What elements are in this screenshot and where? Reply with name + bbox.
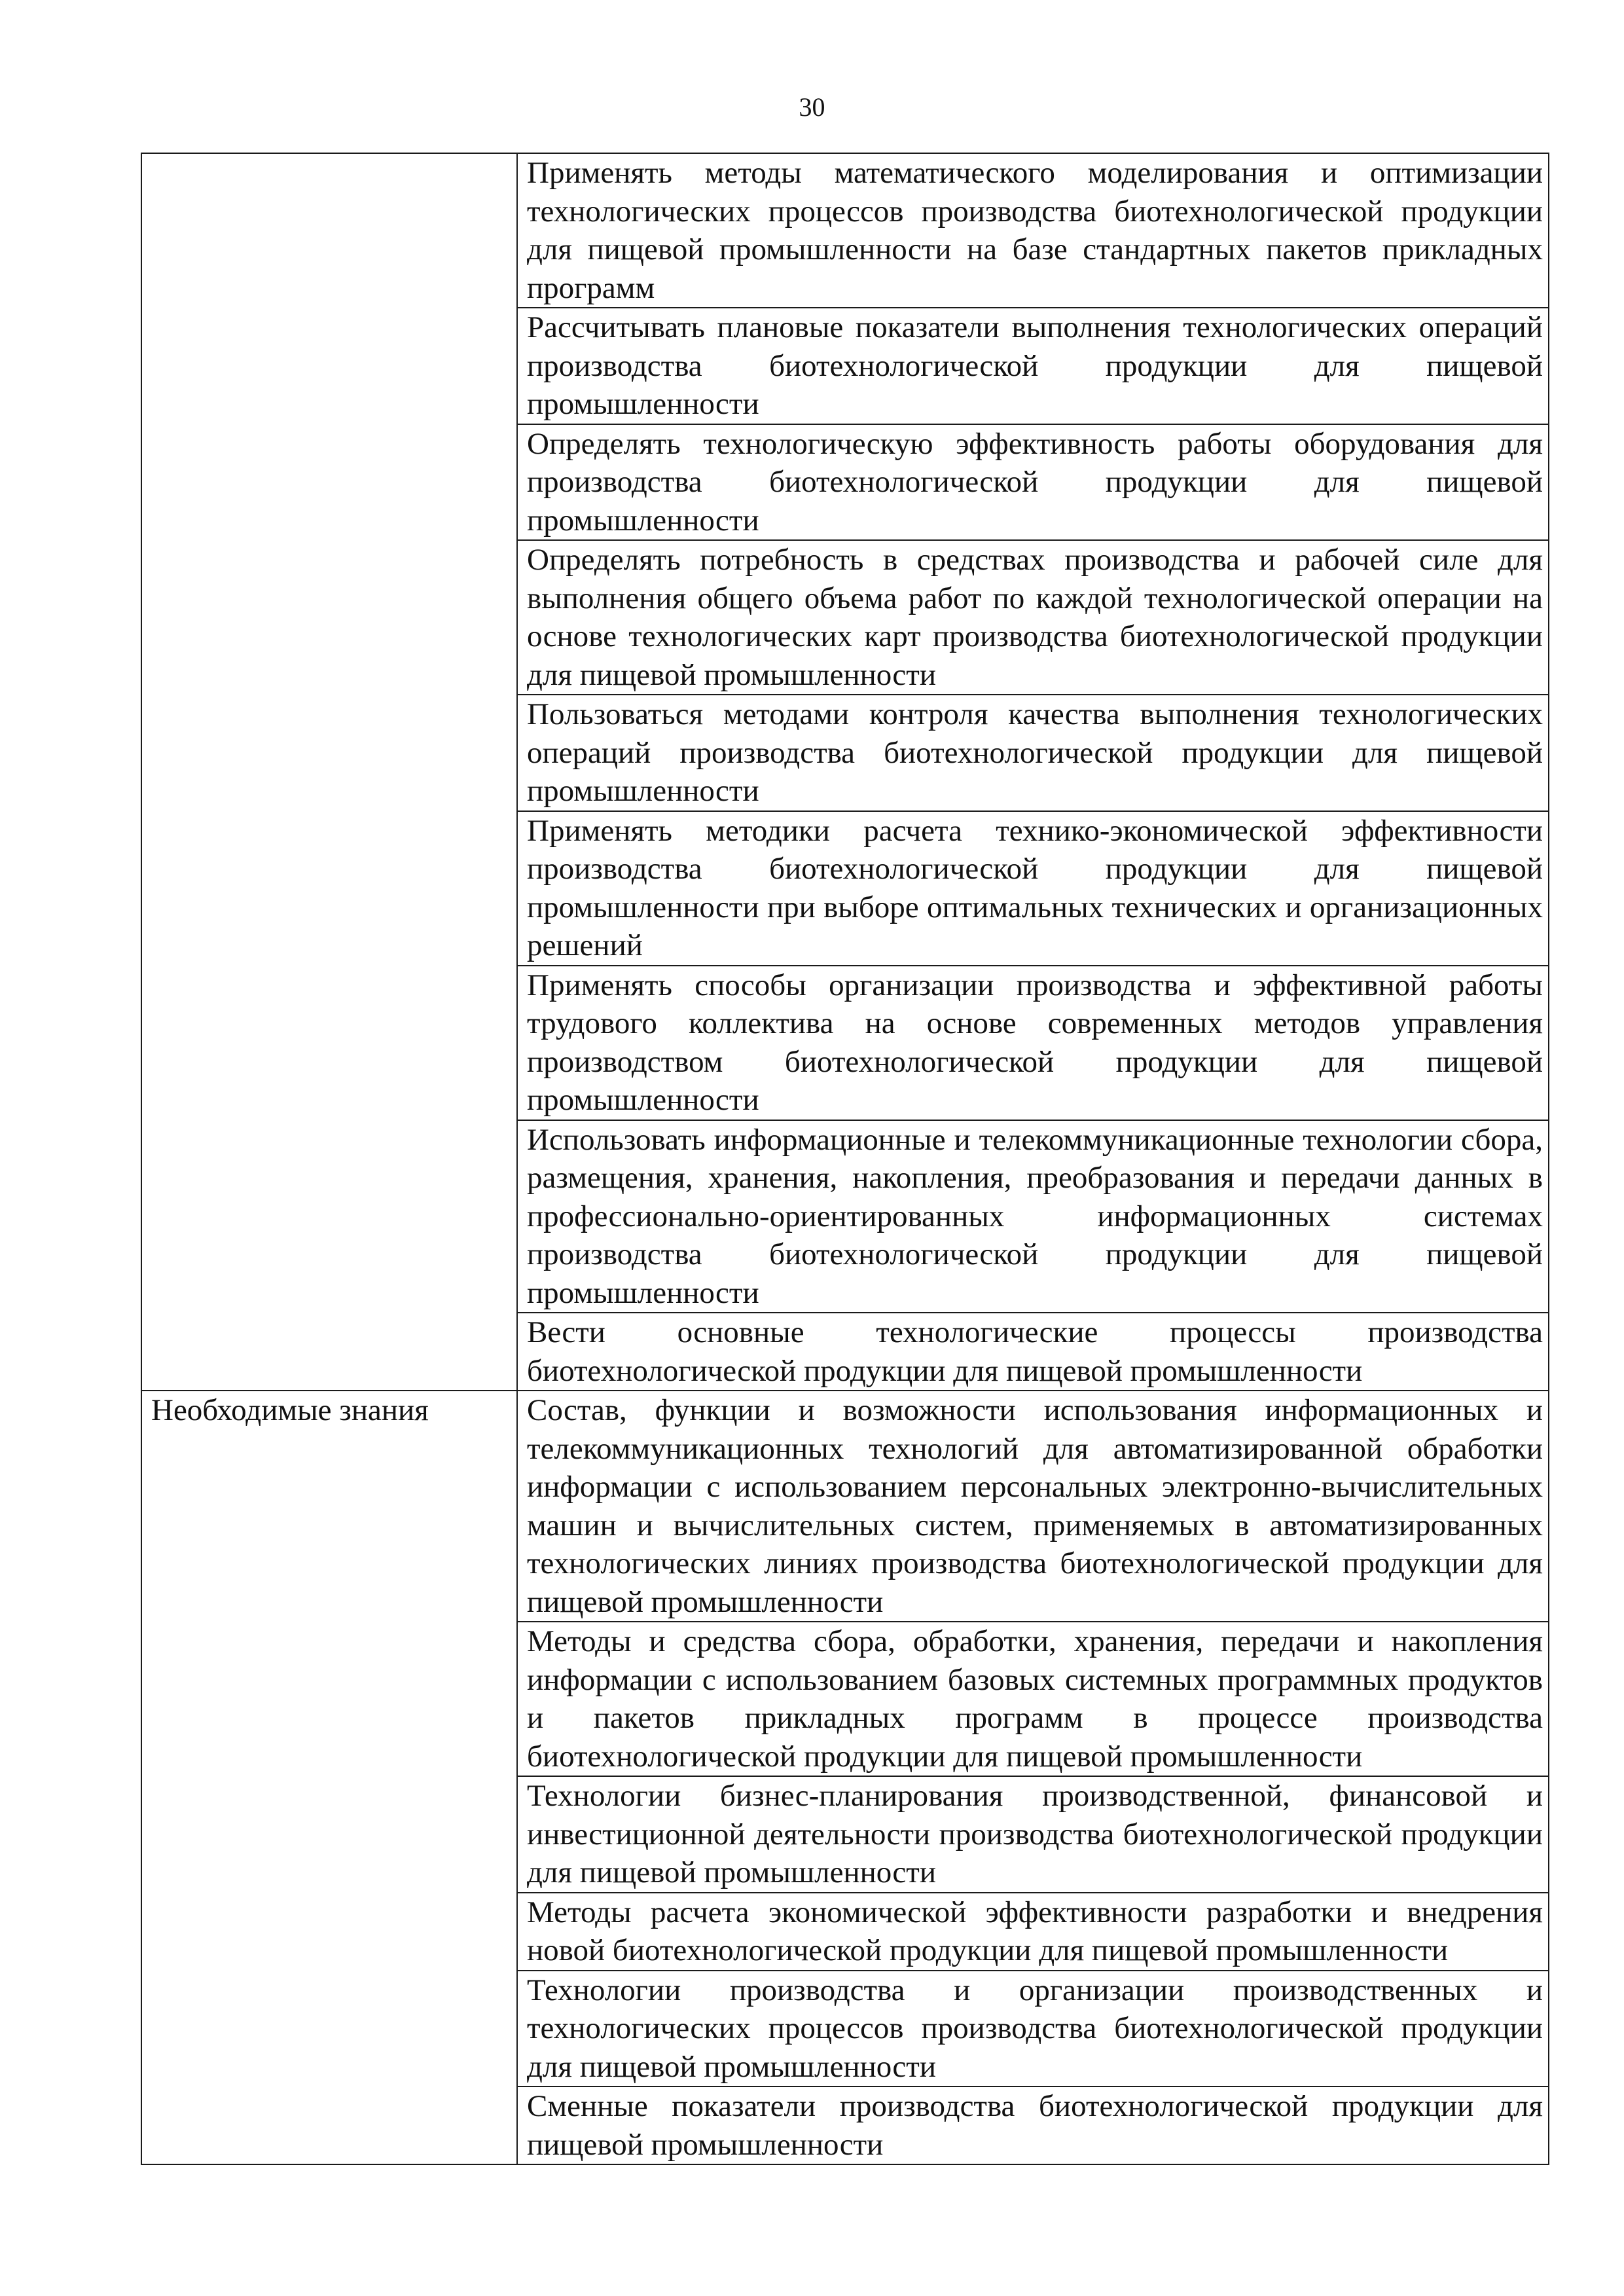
knowledge-item: Состав, функции и возможности использования информационных и телекоммуникационных технологий для автоматизированной обработки информации с использованием персональных электронно-вычислительных машин и вычислительных систем, применяемых в автоматизированных технологических линиях производства биотехнологической продукции для пищевой промышленности xyxy=(517,1391,1549,1622)
table-row xyxy=(141,1391,1549,1622)
knowledge-item: Технологии производства и организации производственных и технологических процессов производства биотехнологической продукции для пищевой промышленности xyxy=(517,1971,1549,2087)
skill-item: Определять технологическую эффективность работы оборудования для производства биотехнологической продукции для пищевой промышленности xyxy=(517,424,1549,541)
knowledge-item: Методы расчета экономической эффективности разработки и внедрения новой биотехнологической продукции для пищевой промышленности xyxy=(517,1893,1549,1971)
section-label-knowledge: Необходимые знания xyxy=(141,1391,517,2164)
section-label-skills xyxy=(141,153,517,1391)
skill-item: Пользоваться методами контроля качества выполнения технологических операций производства биотехнологической продукции для пищевой промышленности xyxy=(517,695,1549,811)
skill-item: Использовать информационные и телекоммуникационные технологии сбора, размещения, хранения, накопления, преобразования и передачи данных в профессионально-ориентированных информационных системах производства биотехнологической продукции для пищевой промышленности xyxy=(517,1120,1549,1313)
table-row xyxy=(141,153,1549,308)
page-number: 30 xyxy=(799,92,825,122)
knowledge-item: Сменные показатели производства биотехнологической продукции для пищевой промышленности xyxy=(517,2086,1549,2164)
skill-item: Рассчитывать плановые показатели выполнения технологических операций производства биотехнологической продукции для пищевой промышленности xyxy=(517,308,1549,424)
skill-item: Применять способы организации производства и эффективной работы трудового коллектива на основе современных методов управления производством биотехнологической продукции для пищевой промышленности xyxy=(517,966,1549,1120)
requirements-table xyxy=(141,153,1549,2165)
skill-item: Вести основные технологические процессы производства биотехнологической продукции для пищевой промышленности xyxy=(517,1313,1549,1391)
knowledge-item: Технологии бизнес-планирования производственной, финансовой и инвестиционной деятельности производства биотехнологической продукции для пищевой промышленности xyxy=(517,1776,1549,1893)
skill-item: Определять потребность в средствах производства и рабочей силе для выполнения общего объема работ по каждой технологической операции на основе технологических карт производства биотехнологической продукции для пищевой промышленности xyxy=(517,540,1549,695)
skill-item: Применять методы математического моделирования и оптимизации технологических процессов производства биотехнологической продукции для пищевой промышленности на базе стандартных пакетов прикладных программ xyxy=(517,153,1549,308)
skill-item: Применять методики расчета технико-экономической эффективности производства биотехнологической продукции для пищевой промышленности при выборе оптимальных технических и организационных решений xyxy=(517,811,1549,966)
knowledge-item: Методы и средства сбора, обработки, хранения, передачи и накопления информации с использованием базовых системных программных продуктов и пакетов прикладных программ в процессе производства биотехнологической продукции для пищевой промышленности xyxy=(517,1622,1549,1776)
